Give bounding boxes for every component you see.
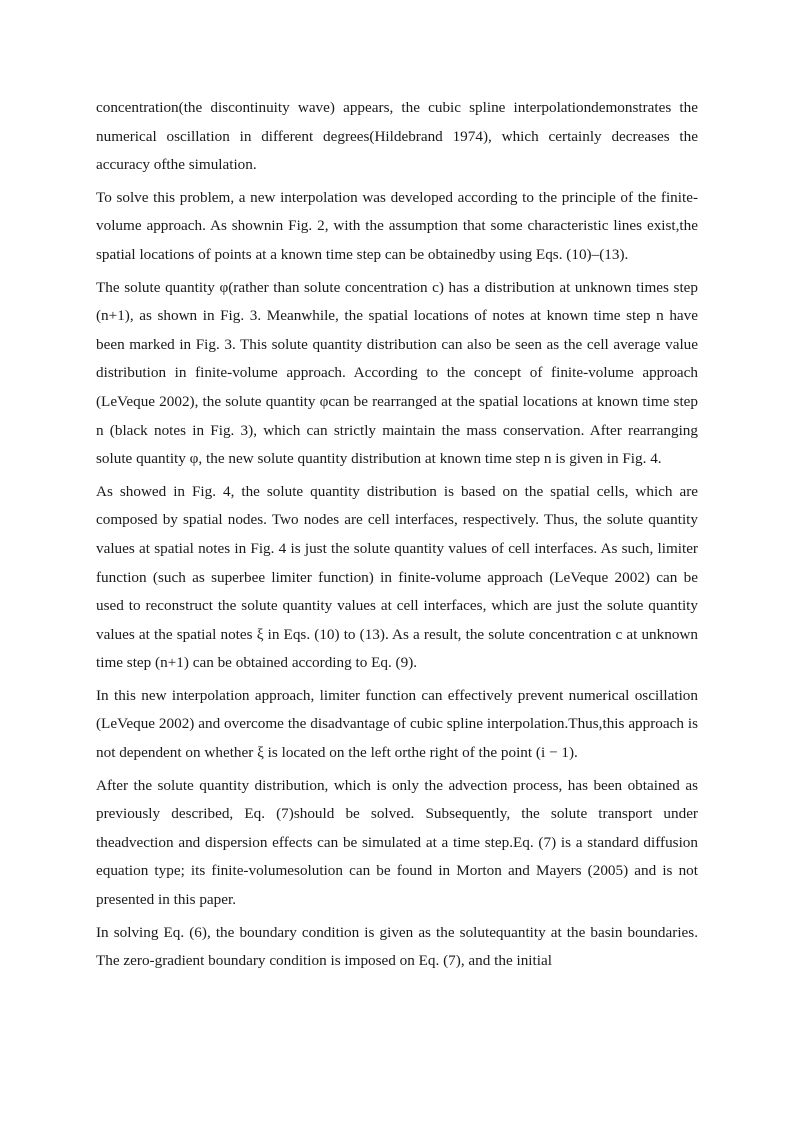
document-body: [96, 94, 698, 980]
paragraph-new-interpolation: To solve this problem, a new interpolation was developed according to the principle of the finite-volume approach. As shownin Fig. 2, with the assumption that some characteristic lines exist,the spatial locations of points at a known time step can be obtainedby using Eqs. (10)–(13).: [96, 188, 698, 263]
paragraph-diffusion-equation: After the solute quantity distribution, which is only the advection process, has been obtained as previously described, Eq. (7)should be solved. Subsequently, the solute transport under theadvection and dispersion effects can be simulated at a time step.Eq. (7) is a standard diffusion equation type; its finite-volumesolution can be found in Morton and Mayers (2005) and is not presented in this paper.: [96, 776, 698, 909]
paragraph-discontinuity: concentration(the discontinuity wave) appears, the cubic spline interpolationdemonstrates the numerical oscillation in different degrees(Hildebrand 1974), which certainly decreases the accuracy ofthe simulation.: [96, 99, 698, 174]
paragraph-boundary-condition: In solving Eq. (6), the boundary condition is given as the solutequantity at the basin boundaries. The zero-gradient boundary condition is imposed on Eq. (7), and the initial: [96, 923, 698, 970]
paragraph-limiter-function: In this new interpolation approach, limiter function can effectively prevent numerical oscillation (LeVeque 2002) and overcome the disadvantage of cubic spline interpolation.Thus,this approach is not dependent on whether ξ is located on the left orthe right of the point (i − 1).: [96, 686, 698, 762]
paragraph-solute-quantity: The solute quantity φ(rather than solute concentration c) has a distribution at unknown times step (n+1), as shown in Fig. 3. Meanwhile, the spatial locations of notes at known time step n have been marked in Fig. 3. This solute quantity distribution can also be seen as the cell average value distribution in finite-volume approach. According to the concept of finite-volume approach (LeVeque 2002), the solute quantity φcan be rearranged at the spatial locations at known time step n (black notes in Fig. 3), which can strictly maintain the mass conservation. After rearranging solute quantity φ, the new solute quantity distribution at known time step n is given in Fig. 4.: [96, 278, 698, 468]
paragraph-spatial-cells: As showed in Fig. 4, the solute quantity distribution is based on the spatial cells, which are composed by spatial nodes. Two nodes are cell interfaces, respectively. Thus, the solute quantity values at spatial notes in Fig. 4 is just the solute quantity values of cell interfaces. As such, limiter function (such as superbee limiter function) in finite-volume approach (LeVeque 2002) can be used to reconstruct the solute quantity values at cell interfaces, which are just the solute quantity values at the spatial notes ξ in Eqs. (10) to (13). As a result, the solute concentration c at unknown time step (n+1) can be obtained according to Eq. (9).: [96, 482, 698, 672]
